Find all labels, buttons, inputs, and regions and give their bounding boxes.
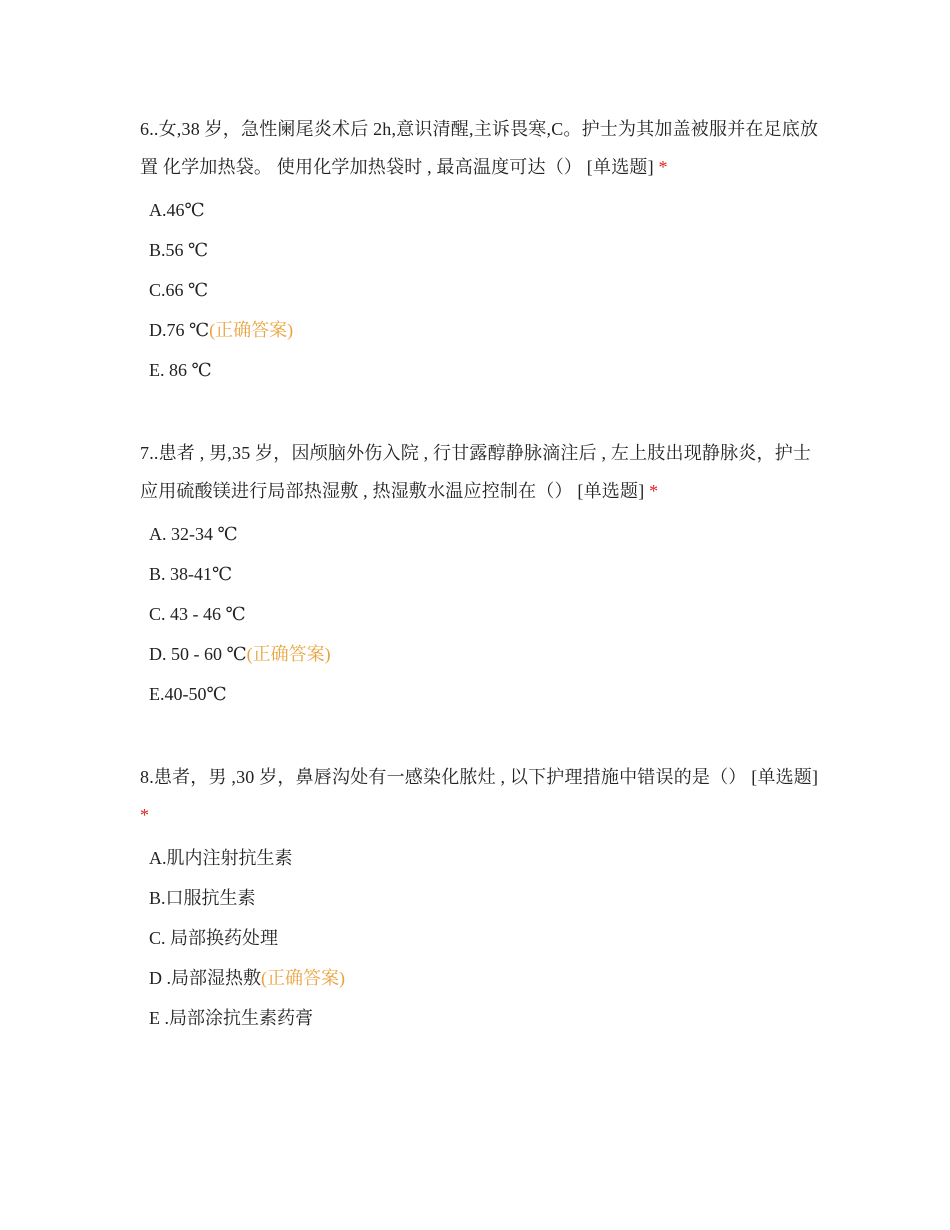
option-e[interactable]: [149, 674, 820, 714]
question-6: [140, 110, 820, 390]
option-d[interactable]: [149, 634, 820, 674]
question-text: [140, 434, 820, 510]
option-label: D. 50 - 60 ℃: [149, 644, 247, 664]
option-label: C.66 ℃: [149, 280, 209, 300]
required-asterisk: *: [140, 805, 150, 825]
option-label: D.76 ℃: [149, 320, 210, 340]
option-b[interactable]: [149, 554, 820, 594]
option-label: A.肌内注射抗生素: [149, 848, 293, 868]
correct-answer-tag: (正确答案): [261, 968, 345, 988]
question-stem: 6..女,38 岁，急性阑尾炎术后 2h,意识清醒,主诉畏寒,C。护士为其加盖被服并在足底放置 化学加热袋。 使用化学加热袋时 , 最高温度可达（） [单选题]: [140, 119, 819, 177]
option-label: E. 86 ℃: [149, 360, 212, 380]
question-text: [140, 758, 820, 834]
option-label: D .局部湿热敷: [149, 968, 261, 988]
option-e[interactable]: [149, 350, 820, 390]
options-list: [140, 190, 820, 390]
option-label: C. 局部换药处理: [149, 928, 279, 948]
option-label: B. 38-41℃: [149, 564, 233, 584]
option-a[interactable]: [149, 514, 820, 554]
option-c[interactable]: [149, 270, 820, 310]
option-b[interactable]: [149, 878, 820, 918]
options-list: [140, 514, 820, 714]
option-label: E.40-50℃: [149, 684, 227, 704]
option-label: A.46℃: [149, 200, 205, 220]
option-label: A. 32-34 ℃: [149, 524, 238, 544]
option-label: C. 43 - 46 ℃: [149, 604, 246, 624]
option-a[interactable]: [149, 190, 820, 230]
option-label: B.56 ℃: [149, 240, 209, 260]
option-d[interactable]: [149, 958, 820, 998]
question-stem: 7..患者 , 男,35 岁，因颅脑外伤入院 , 行甘露醇静脉滴注后 , 左上肢出现静脉炎，护士应用硫酸镁进行局部热湿敷 , 热湿敷水温应控制在（） [单选题]: [140, 443, 812, 501]
question-text: [140, 110, 820, 186]
options-list: [140, 838, 820, 1038]
required-asterisk: *: [649, 481, 659, 501]
option-label: E .局部涂抗生素药膏: [149, 1008, 313, 1028]
question-8: [140, 758, 820, 1038]
question-stem: 8.患者，男 ,30 岁，鼻唇沟处有一感染化脓灶 , 以下护理措施中错误的是（） [单选题]: [140, 767, 819, 787]
quiz-page: [140, 110, 820, 1082]
option-a[interactable]: [149, 838, 820, 878]
required-asterisk: *: [658, 157, 668, 177]
option-c[interactable]: [149, 918, 820, 958]
question-7: [140, 434, 820, 714]
option-e[interactable]: [149, 998, 820, 1038]
option-label: B.口服抗生素: [149, 888, 256, 908]
correct-answer-tag: (正确答案): [246, 644, 331, 664]
correct-answer-tag: (正确答案): [209, 320, 294, 340]
option-d[interactable]: [149, 310, 820, 350]
option-c[interactable]: [149, 594, 820, 634]
option-b[interactable]: [149, 230, 820, 270]
